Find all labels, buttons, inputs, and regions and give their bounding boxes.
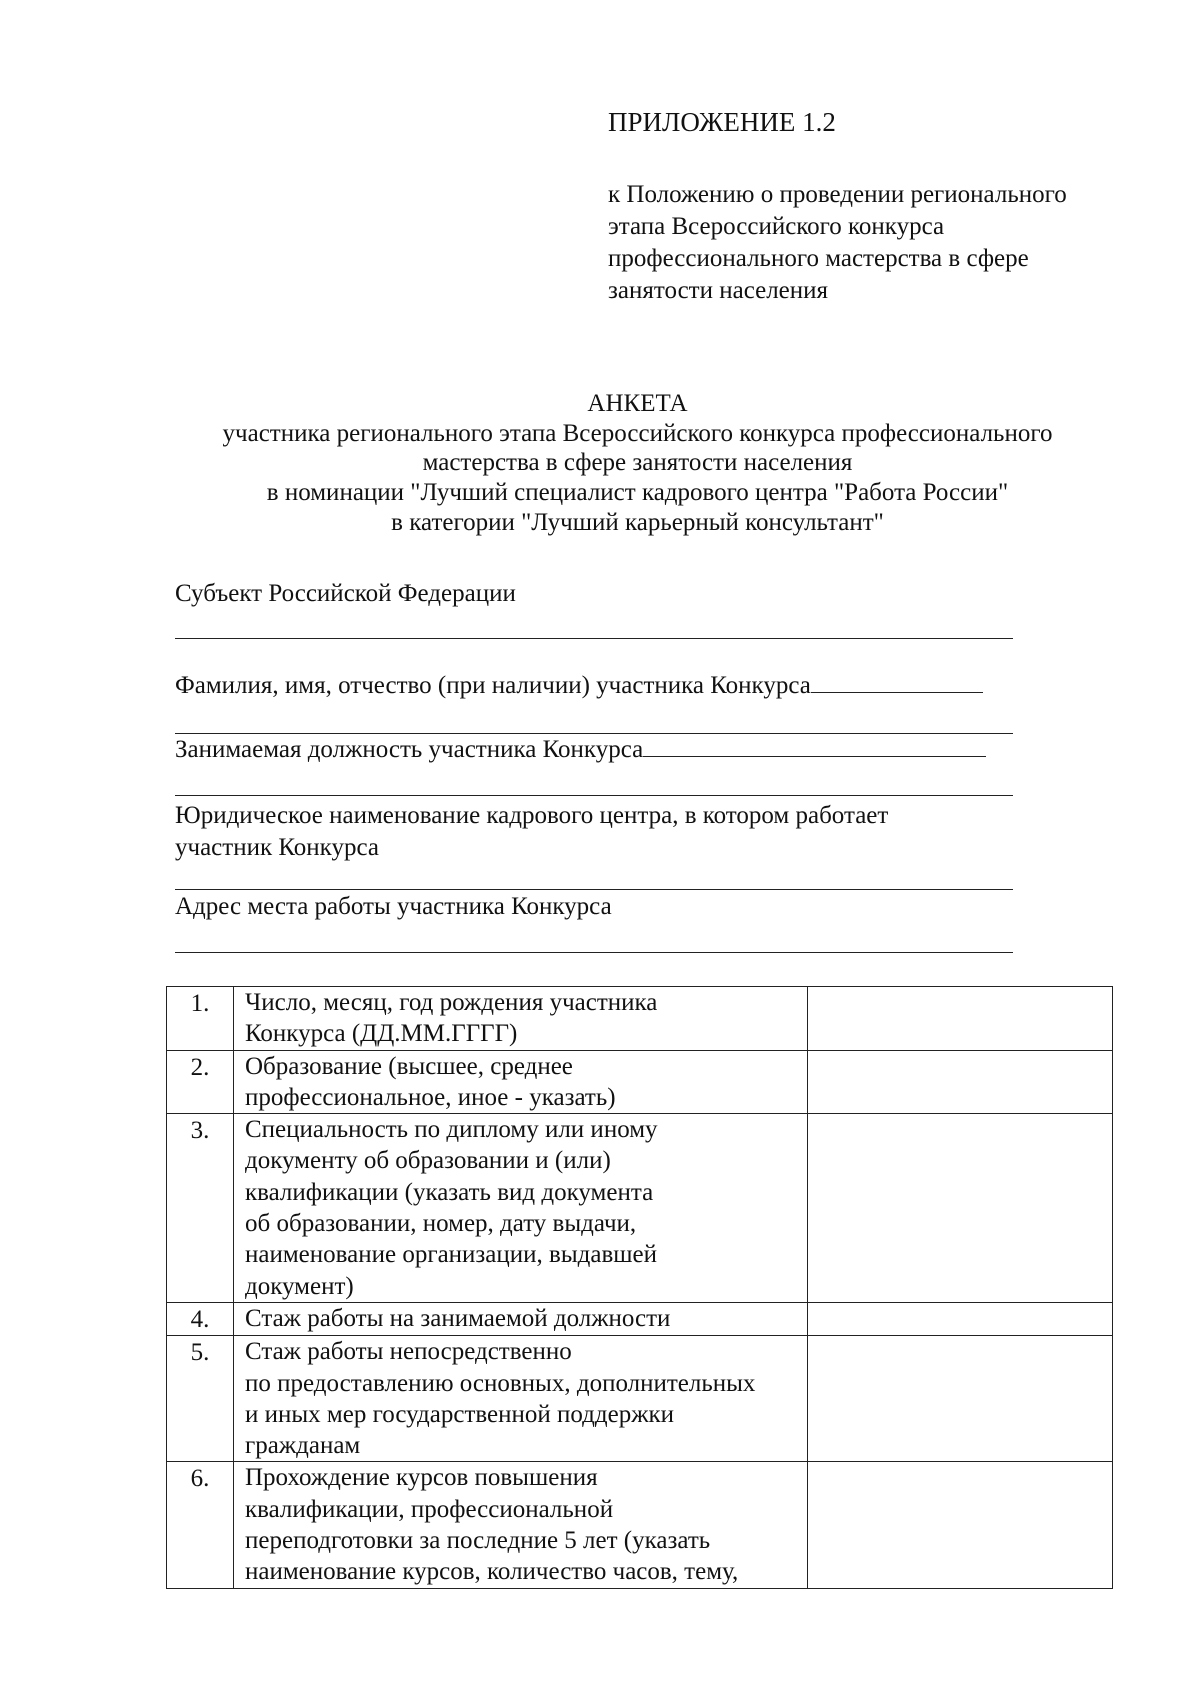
question-line: Стаж работы непосредственно — [245, 1338, 572, 1366]
table-row — [167, 1462, 1113, 1588]
table-row — [167, 1114, 1113, 1303]
appendix-line: к Положению о проведении регионального — [608, 181, 1067, 208]
work-address-label: Адрес места работы участника Конкурса — [175, 893, 612, 920]
appendix-block — [608, 106, 1128, 307]
table-row — [167, 1336, 1113, 1462]
answer-cell[interactable] — [808, 1462, 1113, 1588]
question-line: Образование (высшее, среднее — [245, 1052, 573, 1080]
answer-cell[interactable] — [808, 1302, 1113, 1335]
appendix-reference — [608, 179, 1128, 307]
center-name-input-line[interactable] — [175, 889, 1013, 890]
full-name-input-line[interactable] — [811, 670, 983, 693]
form-title: АНКЕТА — [587, 390, 688, 417]
appendix-line: этапа Всероссийского конкурса — [608, 213, 945, 240]
row-number: 6. — [190, 1465, 210, 1493]
position-input-line[interactable] — [643, 734, 986, 757]
question-line: Специальность по диплому или иному — [245, 1116, 658, 1144]
question-line: Конкурса (ДД.ММ.ГГГГ) — [245, 1020, 518, 1048]
question-line: и иных мер государственной поддержки — [245, 1400, 675, 1428]
center-name-field — [175, 800, 1020, 864]
table-row — [167, 1302, 1113, 1335]
question-line: переподготовки за последние 5 лет (указать — [245, 1527, 711, 1555]
answer-cell[interactable] — [808, 1336, 1113, 1462]
form-title-block — [100, 389, 1175, 538]
work-address-input-line[interactable] — [175, 952, 1013, 953]
form-subtitle-line: мастерства в сфере занятости населения — [422, 449, 853, 477]
form-subtitle-line: в категории "Лучший карьерный консультант" — [391, 508, 884, 536]
question-line: Число, месяц, год рождения участника — [245, 989, 658, 1016]
region-input-line[interactable] — [175, 638, 1013, 639]
position-field — [175, 734, 1020, 766]
question-line: документ) — [245, 1272, 354, 1300]
question-line: наименование курсов, количество часов, тему, — [245, 1558, 739, 1586]
question-line: квалификации, профессиональной — [245, 1495, 614, 1523]
row-number: 1. — [190, 990, 210, 1017]
form-subtitle-line: в номинации "Лучший специалист кадрового центра "Работа России" — [266, 479, 1009, 507]
question-line: гражданам — [245, 1432, 361, 1460]
region-label: Субъект Российской Федерации — [175, 580, 516, 607]
appendix-title: ПРИЛОЖЕНИЕ 1.2 — [608, 107, 836, 137]
question-line: по предоставлению основных, дополнительных — [245, 1369, 756, 1397]
full-name-label: Фамилия, имя, отчество (при наличии) участника Конкурса — [175, 672, 811, 699]
table-row — [167, 1050, 1113, 1114]
form-subtitle-line: участника регионального этапа Всероссийского конкурса профессионального — [222, 419, 1053, 447]
answer-cell[interactable] — [808, 987, 1113, 1051]
row-question — [234, 1050, 808, 1114]
row-number: 3. — [190, 1117, 210, 1145]
work-address-field — [175, 891, 1020, 923]
position-input-line-2[interactable] — [175, 795, 1013, 796]
position-label: Занимаемая должность участника Конкурса — [175, 736, 644, 763]
question-line: профессиональное, иное - указать) — [245, 1083, 616, 1111]
full-name-field — [175, 670, 1020, 702]
question-line: квалификации (указать вид документа — [245, 1178, 654, 1206]
row-number: 2. — [190, 1053, 210, 1081]
row-number: 4. — [190, 1305, 210, 1333]
answer-cell[interactable] — [808, 1050, 1113, 1114]
center-name-label-line: Юридическое наименование кадрового центра, в котором работает — [175, 802, 889, 829]
question-line: наименование организации, выдавшей — [245, 1241, 657, 1269]
questionnaire-table — [166, 986, 1113, 1589]
table-row — [167, 987, 1113, 1051]
row-question — [234, 987, 808, 1051]
question-line: Стаж работы на занимаемой должности — [245, 1304, 671, 1332]
row-question — [234, 1114, 808, 1303]
row-question — [234, 1336, 808, 1462]
row-question — [234, 1462, 808, 1588]
question-line: документу об образовании и (или) — [245, 1147, 611, 1175]
appendix-line: занятости населения — [608, 277, 829, 304]
row-number: 5. — [190, 1339, 210, 1367]
region-field — [175, 578, 1020, 610]
answer-cell[interactable] — [808, 1114, 1113, 1303]
row-question — [234, 1302, 808, 1335]
center-name-label-line: участник Конкурса — [175, 834, 379, 861]
question-line: об образовании, номер, дату выдачи, — [245, 1210, 637, 1238]
question-line: Прохождение курсов повышения — [245, 1464, 598, 1492]
appendix-line: профессионального мастерства в сфере — [608, 245, 1029, 272]
